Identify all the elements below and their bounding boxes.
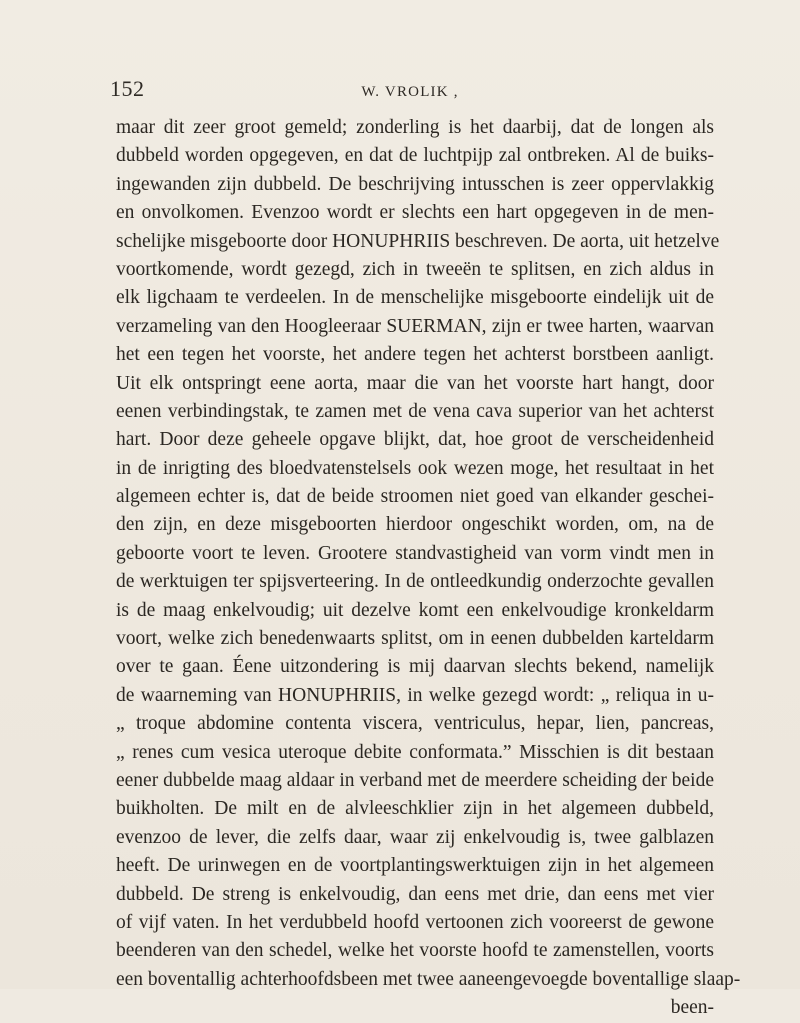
page-number: 152: [110, 76, 145, 101]
text-line: de werktuigen ter spijsverteering. In de ontleedkundig onderzochte gevallen: [116, 571, 714, 593]
text-line: eenen verbindingstak, te zamen met de vena cava superior van het achterst: [116, 400, 714, 422]
text-line: verzameling van den Hoogleeraar SUERMAN, zijn er twee harten, waarvan: [116, 315, 714, 337]
body-text: [116, 114, 741, 1023]
text-line: „ troque abdomine contenta viscera, ventriculus, hepar, lien, pancreas,: [116, 713, 714, 735]
running-head: W. VROLIK ,: [361, 84, 459, 100]
text-line: elk ligchaam te verdeelen. In de menschelijke misgeboorte eindelijk uit de: [116, 287, 714, 309]
text-line: geboorte voort te leven. Grootere standvastigheid van vorm vindt men in: [116, 542, 714, 564]
text-line: maar dit zeer groot gemeld; zonderling is het daarbij, dat de longen als: [116, 117, 714, 138]
text-line: en onvolkomen. Evenzoo wordt er slechts een hart opgegeven in de men-: [116, 202, 714, 224]
text-line: schelijke misgeboorte door HONUPHRIIS beschreven. De aorta, uit hetzelve: [116, 230, 720, 252]
text-line: of vijf vaten. In het verdubbeld hoofd vertoonen zich vooreerst de gewone: [116, 911, 714, 933]
text-line: evenzoo de lever, die zelfs daar, waar zij enkelvoudig is, twee galblazen: [116, 826, 714, 848]
text-line: dubbeld worden opgegeven, en dat de luchtpijp zal ontbreken. Al de buiks-: [116, 145, 714, 167]
text-line-catchword: been-: [670, 997, 714, 1019]
text-line: ingewanden zijn dubbeld. De beschrijving intusschen is zeer oppervlakkig: [116, 173, 714, 195]
text-line: hart. Door deze geheele opgave blijkt, dat, hoe groot de verscheidenheid: [116, 429, 714, 451]
text-line: is de maag enkelvoudig; uit dezelve komt een enkelvoudige kronkeldarm: [116, 599, 714, 621]
text-line: heeft. De urinwegen en de voortplantingswerktuigen zijn in het algemeen: [116, 855, 714, 877]
text-line: Uit elk ontspringt eene aorta, maar die van het voorste hart hangt, door: [116, 372, 714, 394]
text-line: dubbeld. De streng is enkelvoudig, dan eens met drie, dan eens met vier: [116, 883, 714, 905]
text-line: voortkomende, wordt gezegd, zich in tweeën te splitsen, en zich aldus in: [116, 258, 714, 280]
text-line: voort, welke zich benedenwaarts splitst, om in eenen dubbelden karteldarm: [116, 628, 714, 650]
text-line: het een tegen het voorste, het andere tegen het achterst borstbeen aanligt.: [116, 344, 714, 366]
text-line: „ renes cum vesica uteroque debite conformata.” Misschien is dit bestaan: [116, 741, 714, 763]
text-line: eener dubbelde maag aldaar in verband met de meerdere scheiding der beide: [116, 769, 714, 791]
text-line: algemeen echter is, dat de beide stroomen niet goed van elkander geschei-: [116, 486, 714, 508]
text-line: beenderen van den schedel, welke het voorste hoofd te zamenstellen, voorts: [116, 940, 714, 962]
text-line: den zijn, en deze misgeboorten hierdoor ongeschikt worden, om, na de: [116, 514, 714, 536]
text-line: over te gaan. Éene uitzondering is mij daarvan slechts bekend, namelijk: [116, 656, 714, 678]
text-line: buikholten. De milt en de alvleeschklier zijn in het algemeen dubbeld,: [116, 798, 714, 820]
text-line: de waarneming van HONUPHRIIS, in welke gezegd wordt: „ reliqua in u-: [116, 684, 714, 706]
text-line: in de inrigting des bloedvatenstelsels ook wezen moge, het resultaat in het: [116, 457, 714, 479]
text-line: een boventallig achterhoofdsbeen met twee aaneengevoegde boventallige slaap-: [116, 968, 741, 990]
